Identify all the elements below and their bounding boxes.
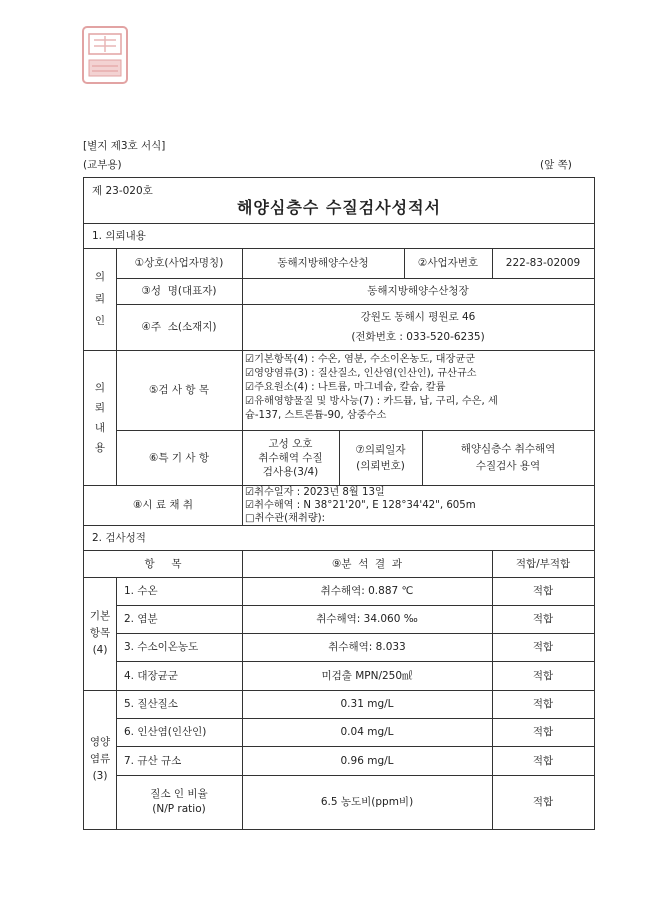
result-item-name: 7. 규산 규소	[124, 754, 182, 767]
results-value-header: ⑨분 석 결 과	[331, 557, 402, 570]
result-value: 0.96 mg/L	[340, 754, 394, 767]
result-pass: 적합	[532, 796, 554, 808]
request-date-label: ⑦의뢰일자 (의뢰번호)	[355, 443, 406, 472]
np-ratio-item-name: 질소 인 비율 (N/P ratio)	[150, 788, 208, 815]
result-pass: 적합	[532, 754, 554, 767]
copy-type-label: (교부용)	[83, 159, 122, 171]
result-value: 취수해역: 34.060 ‰	[316, 613, 418, 625]
result-pass: 적합	[532, 698, 554, 710]
result-value: 취수해역: 0.887 ℃	[320, 585, 414, 597]
sampling-label: ⑧시 료 채 취	[133, 499, 193, 511]
result-item-name: 6. 인산염(인산인)	[124, 726, 207, 738]
results-item-header: 항 목	[144, 557, 182, 570]
result-value: 취수해역: 8.033	[328, 641, 406, 653]
sampling-date: ☑취수일자 : 2023년 8월 13일	[245, 487, 385, 498]
test-items-label: ⑤검 사 항 목	[149, 384, 209, 396]
basic-items-group-label: 기본 항목 (4)	[89, 610, 111, 656]
address-label: ④주 소(소재지)	[141, 321, 217, 333]
test-items-list	[245, 353, 591, 423]
document-number: 제 23-020호	[92, 185, 153, 197]
result-pass: 적합	[532, 669, 554, 682]
request-group-label: 의 뢰 내 용	[94, 381, 106, 454]
representative-label: ③성 명(대표자)	[141, 285, 217, 297]
result-item-name: 3. 수소이온농도	[124, 641, 199, 653]
special-notes-value: 고성 오호 취수해역 수질 검사용(3/4)	[258, 437, 323, 478]
test-item-line: ☑기본항목(4) : 수온, 염분, 수소이온농도, 대장균군	[245, 354, 476, 365]
business-number-label: ②사업자번호	[417, 257, 479, 269]
nutrients-group-label: 영양 염류 (3)	[89, 736, 111, 782]
result-value: 미검출 MPN/250㎖	[321, 669, 413, 682]
test-item-line: ☑주요원소(4) : 나트륨, 마그네슘, 칼슘, 칼륨	[245, 382, 446, 393]
business-number-value: 222-83-02009	[505, 257, 581, 269]
section-1-heading: 1. 의뢰내용	[92, 229, 146, 242]
front-page-label: (앞 쪽)	[540, 159, 572, 171]
result-item-name: 2. 염분	[124, 613, 158, 625]
report-table	[83, 177, 595, 830]
request-date-value: 해양심층수 취수해역 수질검사 용역	[460, 442, 556, 472]
address-value	[242, 304, 594, 350]
result-item-name: 1. 수온	[124, 585, 158, 597]
test-item-line: 슘-137, 스트론튬-90, 삼중수소	[245, 410, 387, 421]
company-name-value: 동해지방해양수산청	[277, 257, 369, 269]
sampling-details	[245, 486, 591, 525]
special-notes-label: ⑥특 기 사 항	[149, 451, 209, 464]
company-name-label: ①상호(사업자명칭)	[134, 257, 224, 269]
result-pass: 적합	[532, 641, 554, 653]
document-title: 해양심층수 수질검사성적서	[236, 198, 442, 217]
phone-text: (전화번호 : 033-520-6235)	[351, 331, 485, 343]
section-2-heading: 2. 검사성적	[92, 531, 146, 544]
test-item-line: ☑유해영향물질 및 방사능(7) : 카드뮴, 납, 구리, 수은, 세	[245, 396, 498, 407]
result-value: 6.5 농도비(ppm비)	[320, 796, 414, 808]
form-annex-label: [별지 제3호 서식]	[83, 140, 166, 152]
requester-group-label: 의 뢰 인	[94, 271, 106, 327]
representative-value: 동해지방해양수산청장	[367, 285, 469, 297]
result-value: 0.31 mg/L	[340, 698, 394, 710]
results-pass-header: 적합/부적합	[515, 557, 571, 570]
result-pass: 적합	[532, 613, 554, 625]
address-text: 강원도 동해시 평원로 46	[360, 311, 476, 323]
result-item-name: 4. 대장균군	[124, 669, 178, 682]
official-seal-stamp	[80, 24, 130, 86]
sampling-pipe: □취수관(채취량):	[245, 513, 326, 524]
result-item-name: 5. 질산질소	[124, 698, 178, 710]
result-pass: 적합	[532, 585, 554, 597]
sampling-location: ☑취수해역 : N 38°21'20", E 128°34'42", 605m	[245, 500, 476, 511]
result-pass: 적합	[532, 726, 554, 738]
result-value: 0.04 mg/L	[340, 726, 394, 738]
test-item-line: ☑영양염류(3) : 질산질소, 인산염(인산인), 규산규소	[245, 368, 477, 379]
